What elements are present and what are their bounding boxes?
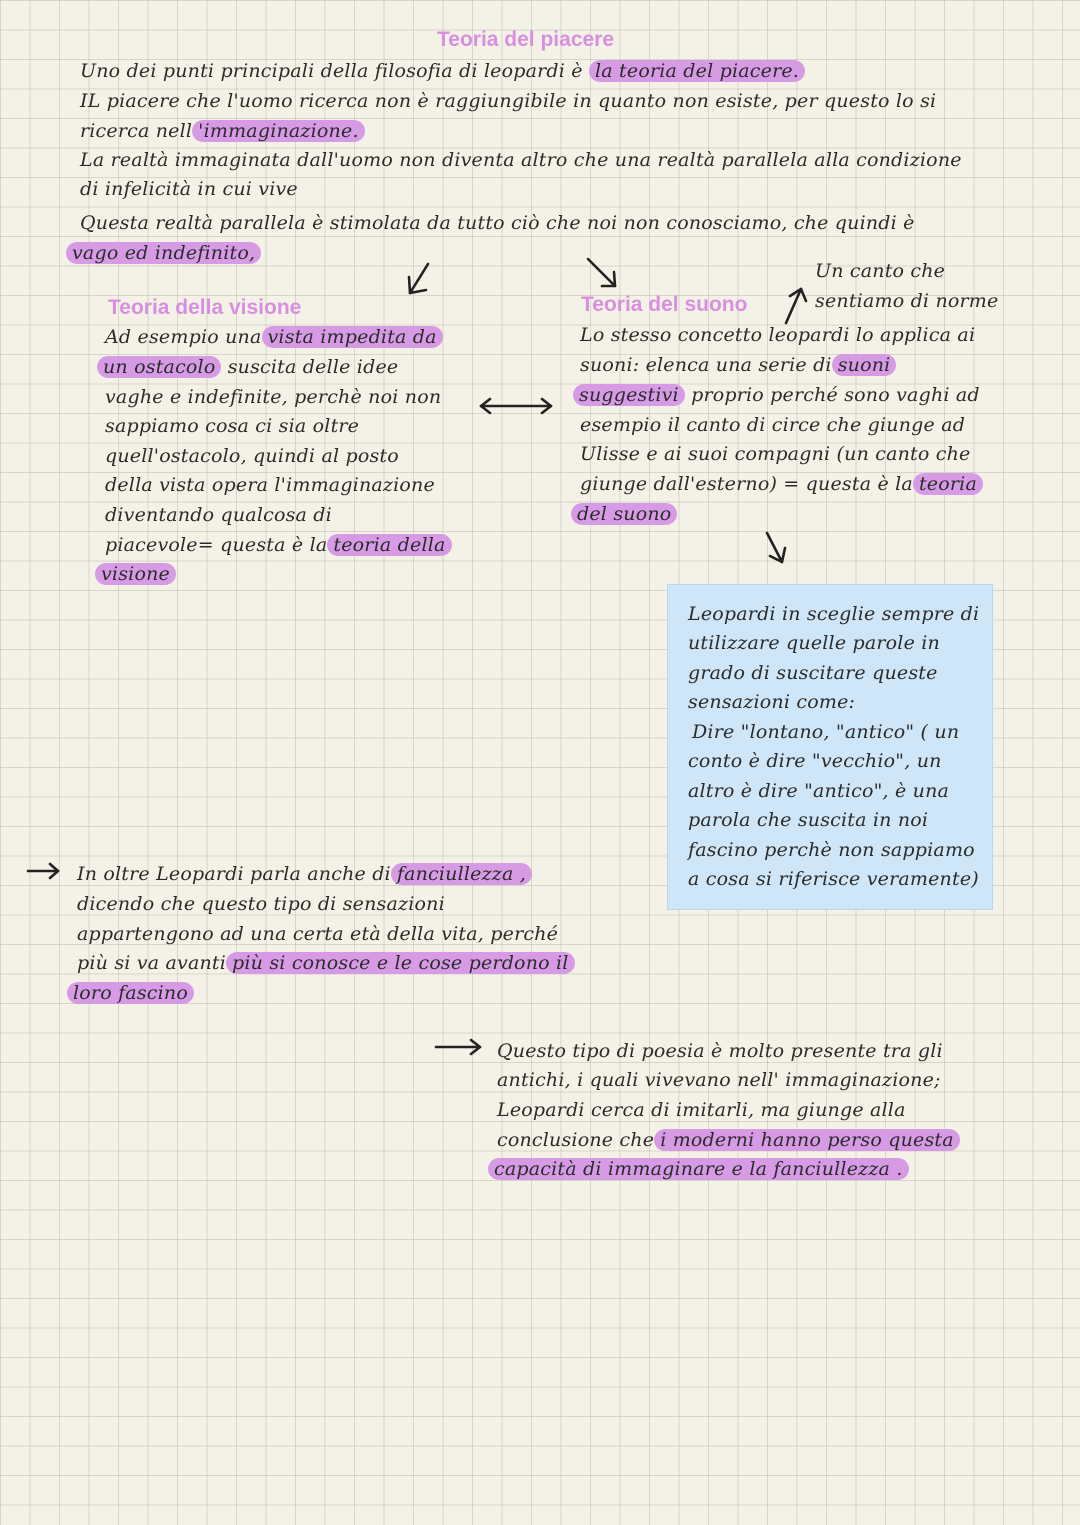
intro-line: di infelicità in cui vive (80, 178, 298, 200)
antichi-line: antichi, i quali vivevano nell' immaginazione; (497, 1069, 941, 1091)
arrow-up-right-icon (786, 289, 806, 323)
arrow-down-left-icon (409, 264, 428, 293)
intro-line: IL piacere che l'uomo ricerca non è raggiungibile in quanto non esiste, per questo lo si (80, 90, 937, 112)
suono-line: Lo stesso concetto leopardi lo applica ai (580, 324, 976, 346)
box-line: a cosa si riferisce veramente) (688, 868, 979, 890)
suono-line: suoni: elenca una serie di suoni (580, 350, 896, 380)
box-line: utilizzare quelle parole in (688, 632, 940, 654)
visione-line: piacevole= questa è la teoria della (105, 530, 452, 560)
suono-line: Ulisse e ai suoi compagni (un canto che (580, 443, 971, 465)
fanciullezza-line: In oltre Leopardi parla anche di fanciullezza , (77, 859, 532, 889)
visione-line: della vista opera l'immaginazione (105, 474, 435, 496)
arrow-down-icon (767, 533, 785, 562)
arrow-down-right-icon (588, 259, 615, 286)
arrow-right-icon (28, 864, 58, 878)
visione-line: diventando qualcosa di (105, 504, 332, 526)
box-line: fascino perchè non sappiamo (688, 839, 975, 861)
note-box-parole (667, 584, 993, 910)
suono-line: del suono (571, 499, 677, 529)
visione-line: vaghe e indefinite, perchè noi non (105, 386, 442, 408)
suono-line: suggestivi proprio perché sono vaghi ad (573, 380, 980, 410)
fanciullezza-line: dicendo che questo tipo di sensazioni (77, 893, 445, 915)
visione-line: visione (95, 559, 176, 589)
box-line: parola che suscita in noi (688, 809, 929, 831)
box-line: Leopardi in sceglie sempre di (688, 603, 980, 625)
antichi-line: Questo tipo di poesia è molto presente tra gli (497, 1040, 943, 1062)
double-arrow-icon (481, 399, 551, 413)
box-line: altro è dire "antico", è una (688, 780, 950, 802)
visione-line: sappiamo cosa ci sia oltre (105, 415, 360, 437)
intro-line: ricerca nell 'immaginazione. (80, 116, 365, 146)
intro-line: Questa realtà parallela è stimolata da tutto ciò che noi non conosciamo, che quindi è (80, 212, 915, 234)
title-teoria-piacere: Teoria del piacere (437, 28, 615, 51)
suono-line: giunge dall'esterno) = questa è la teoria (580, 469, 983, 499)
note-canto-line: Un canto che (815, 260, 946, 282)
arrow-right-icon (436, 1040, 480, 1054)
title-teoria-visione: Teoria della visione (108, 296, 302, 319)
box-line: conto è dire "vecchio", un (688, 750, 942, 772)
visione-line: Ad esempio una vista impedita da (105, 322, 443, 352)
box-line: Dire "lontano, "antico" ( un (692, 721, 960, 743)
intro-line: vago ed indefinito, (66, 238, 261, 268)
antichi-line: capacità di immaginare e la fanciullezza . (488, 1154, 909, 1184)
antichi-line: conclusione che i moderni hanno perso questa (497, 1125, 960, 1155)
fanciullezza-line: loro fascino (67, 978, 194, 1008)
fanciullezza-line: più si va avanti più si conosce e le cose perdono il (77, 948, 575, 978)
antichi-line: Leopardi cerca di imitarli, ma giunge alla (497, 1099, 906, 1121)
intro-line: La realtà immaginata dall'uomo non diventa altro che una realtà parallela alla condizione (80, 149, 962, 171)
fanciullezza-line: appartengono ad una certa età della vita, perché (77, 923, 559, 945)
title-teoria-suono: Teoria del suono (581, 293, 748, 316)
suono-line: esempio il canto di circe che giunge ad (580, 414, 966, 436)
box-line: sensazioni come: (688, 691, 856, 713)
box-line: grado di suscitare queste (688, 662, 938, 684)
visione-line: quell'ostacolo, quindi al posto (105, 445, 399, 467)
note-canto-line: sentiamo di norme (815, 290, 999, 312)
visione-line: un ostacolo suscita delle idee (97, 352, 398, 382)
intro-line: Uno dei punti principali della filosofia di leopardi è la teoria del piacere. (80, 56, 805, 86)
